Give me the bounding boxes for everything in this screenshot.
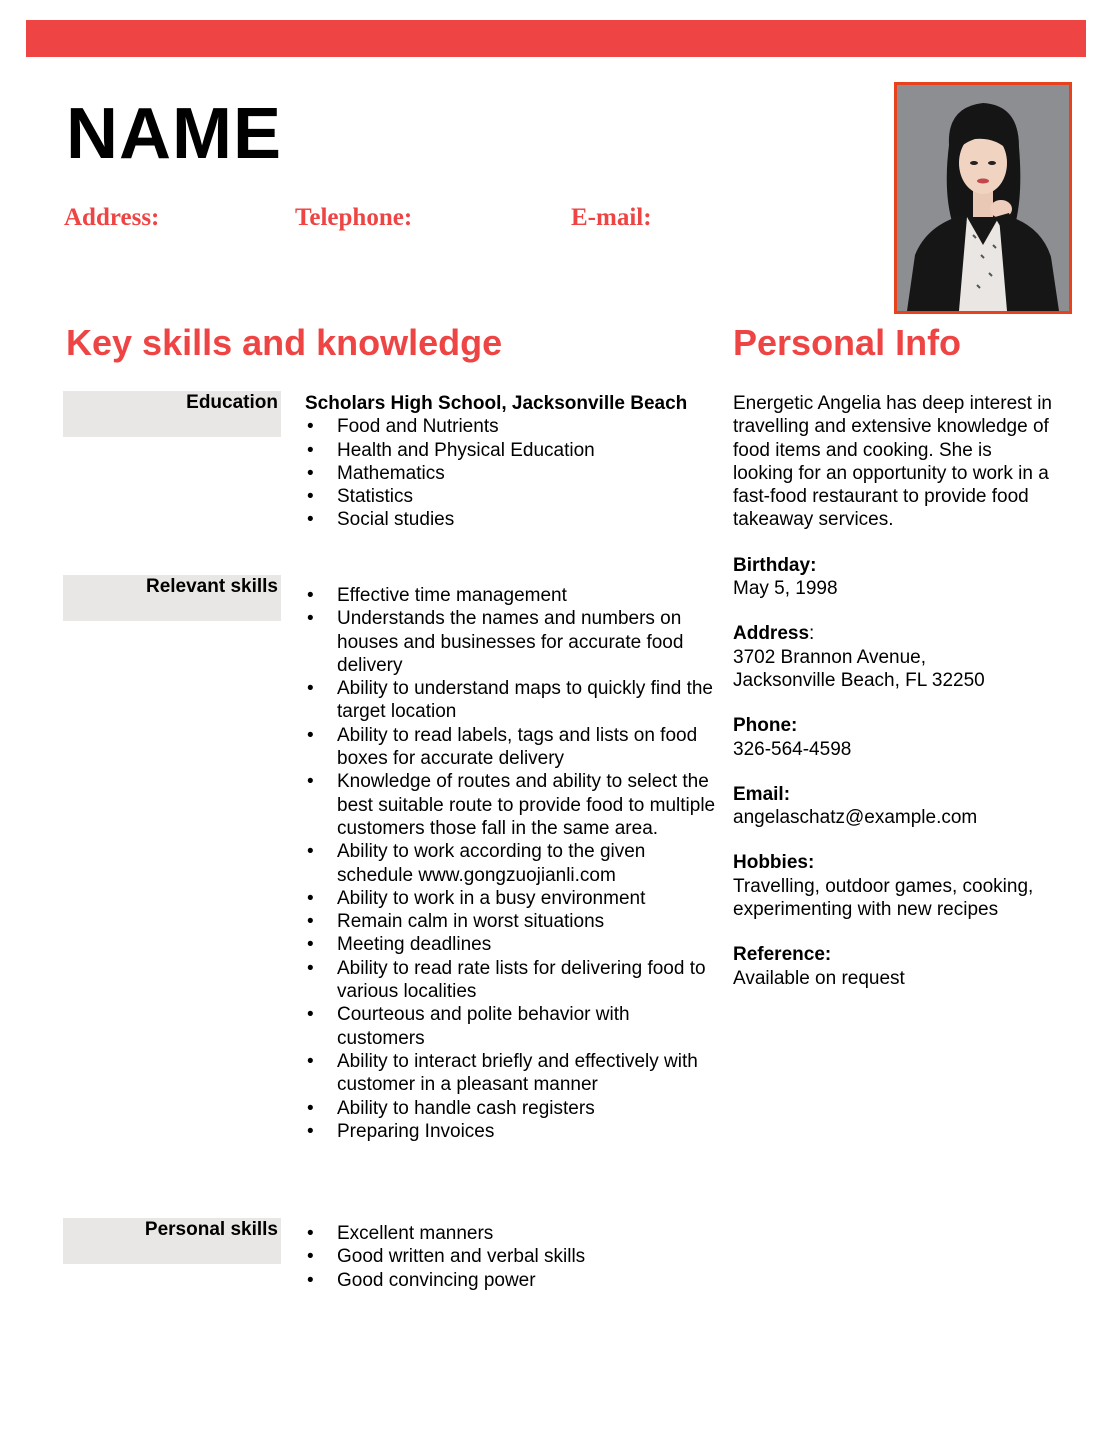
list-item: • Ability to understand maps to quickly find the target location xyxy=(305,677,720,724)
list-item: • Food and Nutrients xyxy=(305,415,720,438)
list-item: • Ability to interact briefly and effectively with customer in a pleasant manner xyxy=(305,1050,720,1097)
list-item: • Social studies xyxy=(305,508,720,531)
key-skills-title: Key skills and knowledge xyxy=(66,322,503,363)
address-heading xyxy=(733,622,1053,645)
address-heading-colon: : xyxy=(809,623,815,645)
telephone-label: Telephone: xyxy=(295,204,413,231)
list-item: • Remain calm in worst situations xyxy=(305,910,720,933)
hobbies-label: Hobbies: xyxy=(733,852,815,874)
education-list xyxy=(305,415,720,531)
top-accent-bar xyxy=(26,20,1086,57)
list-item: • Effective time management xyxy=(305,584,720,607)
address-line-2: Jacksonville Beach, FL 32250 xyxy=(733,669,985,691)
list-item: • Understands the names and numbers on houses and businesses for accurate food delivery xyxy=(305,607,720,677)
list-item: • Meeting deadlines xyxy=(305,933,720,956)
relevant-skills-label-text: Relevant skills xyxy=(145,576,278,597)
personal-info-section xyxy=(733,392,1053,990)
birthday-label: Birthday: xyxy=(733,554,817,576)
list-item: • Statistics xyxy=(305,485,720,508)
education-label-text: Education xyxy=(186,392,278,413)
relevant-skills-label xyxy=(63,575,281,621)
list-item: • Ability to read labels, tags and lists on food boxes for accurate delivery xyxy=(305,724,720,771)
email-value: angelaschatz@example.com xyxy=(733,807,978,829)
list-item: • Mathematics xyxy=(305,462,720,485)
relevant-skills-list xyxy=(305,584,720,1143)
relevant-skills-section xyxy=(305,584,720,1143)
candidate-name: NAME xyxy=(66,94,282,174)
reference-value: Available on request xyxy=(733,967,905,989)
profile-photo xyxy=(894,82,1072,314)
profile-photo-illustration xyxy=(897,85,1069,311)
list-item: • Excellent manners xyxy=(305,1222,720,1245)
school-name: Scholars High School, Jacksonville Beach xyxy=(305,393,688,414)
list-item: • Ability to handle cash registers xyxy=(305,1097,720,1120)
list-item: • Courteous and polite behavior with customers xyxy=(305,1003,720,1050)
education-label xyxy=(63,391,281,437)
education-section xyxy=(305,392,720,532)
list-item: • Ability to work in a busy environment xyxy=(305,887,720,910)
personal-info-title: Personal Info xyxy=(733,322,962,363)
birthday-value: May 5, 1998 xyxy=(733,578,838,600)
list-item: • Good convincing power xyxy=(305,1269,720,1292)
phone-value: 326-564-4598 xyxy=(733,738,852,760)
email-label: E-mail: xyxy=(571,204,652,231)
hobbies-value: Travelling, outdoor games, cooking, experimenting with new recipes xyxy=(733,875,1034,921)
list-item: • Good written and verbal skills xyxy=(305,1245,720,1268)
address-line-1: 3702 Brannon Avenue, xyxy=(733,646,926,668)
list-item: • Ability to read rate lists for delivering food to various localities xyxy=(305,957,720,1004)
list-item: • Knowledge of routes and ability to select the best suitable route to provide food to multiple customers those fall in the same area. xyxy=(305,770,720,840)
personal-skills-label xyxy=(63,1218,281,1264)
email-label: Email: xyxy=(733,783,791,805)
personal-skills-section xyxy=(305,1222,720,1292)
summary-text: Energetic Angelia has deep interest in travelling and extensive knowledge of food items and cooking. She is looking for an opportunity to work in a fast-food restaurant to provide food takeaway services. xyxy=(733,393,1052,531)
list-item: • Preparing Invoices xyxy=(305,1120,720,1143)
address-label: Address: xyxy=(64,204,160,231)
personal-skills-label-text: Personal skills xyxy=(144,1219,278,1240)
list-item: • Health and Physical Education xyxy=(305,439,720,462)
list-item: • Ability to work according to the given schedule www.gongzuojianli.com xyxy=(305,840,720,887)
phone-label: Phone: xyxy=(733,715,798,737)
reference-label: Reference: xyxy=(733,944,832,966)
address-heading-label: Address xyxy=(733,623,810,645)
personal-skills-list xyxy=(305,1222,720,1292)
